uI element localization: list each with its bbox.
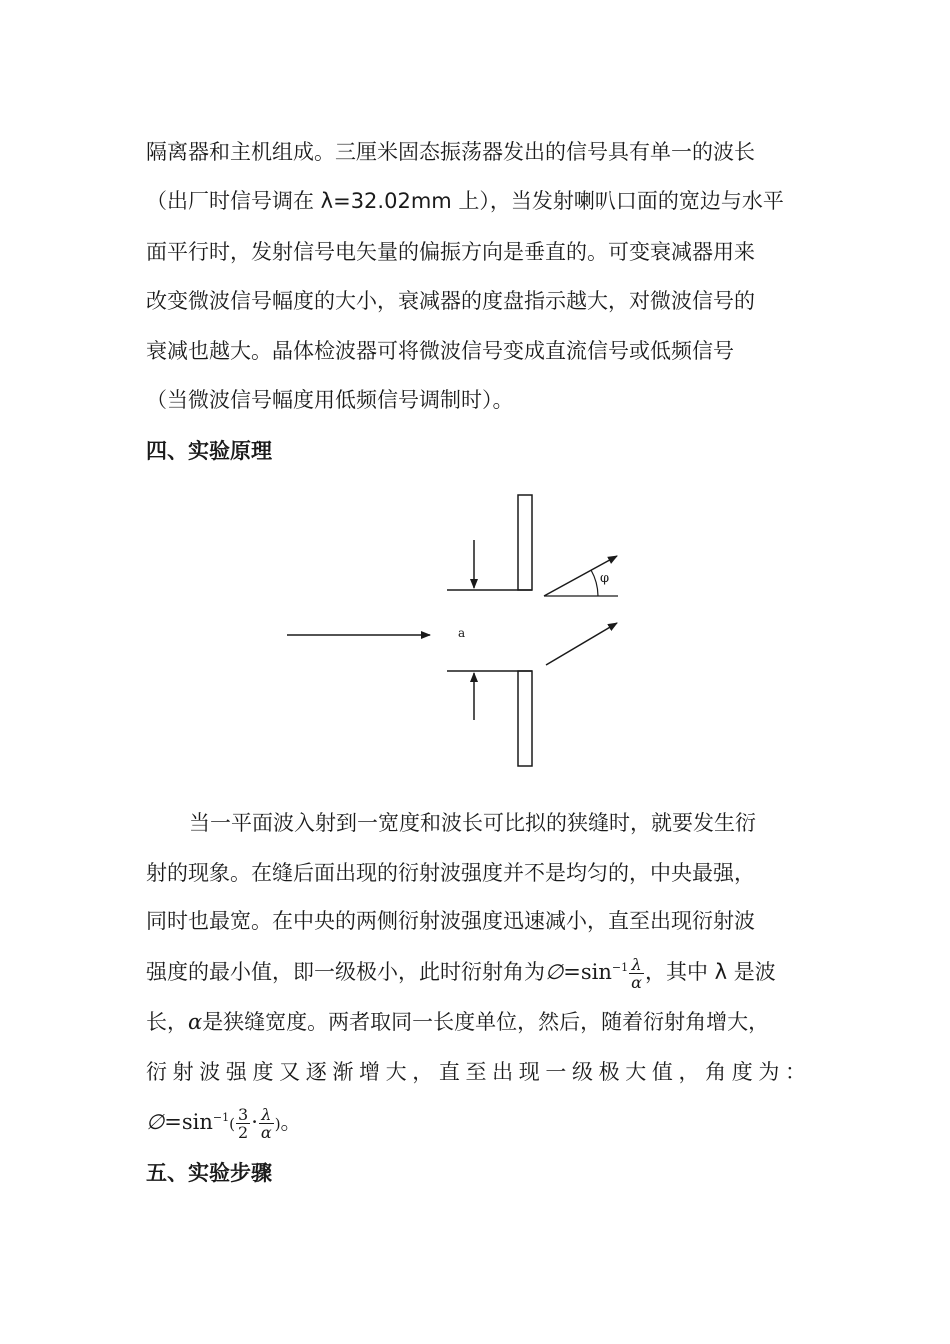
formula-max-phi: ∅ [146, 1110, 165, 1134]
intro-line-2: （出厂时信号调在 λ=32.02mm 上），当发射喇叭口面的宽边与水平 [146, 189, 784, 213]
section-heading-steps: 五、实验步骤 [146, 1161, 272, 1185]
formula-sin: =sin [563, 960, 612, 984]
principle-line-3: 同时也最宽。在中央的两侧衍射波强度迅速减小，直至出现衍射波 [146, 909, 755, 933]
formula-phi: ∅ [545, 960, 564, 984]
formula-fraction [629, 956, 644, 991]
section-heading-principle: 四、实验原理 [146, 439, 272, 463]
diffracted-ray-lower [546, 623, 617, 665]
fraction-alpha: α [631, 973, 642, 992]
upper-slit-plate [518, 495, 532, 590]
principle-line-1: 当一平面波入射到一宽度和波长可比拟的狭缝时，就要发生衍 [189, 811, 756, 835]
lower-slit-plate [518, 671, 532, 766]
intro-line-3: 面平行时，发射信号电矢量的偏振方向是垂直的。可变衰减器用来 [146, 240, 755, 264]
intro-line-1: 隔离器和主机组成。三厘米固态振荡器发出的信号具有单一的波长 [146, 140, 755, 164]
principle-line-4-tail: ，其中 λ 是波 [644, 960, 776, 984]
formula-max-sin: =sin [164, 1110, 213, 1134]
principle-line-6: 衍射波强度又逐渐增大，直至出现一级极大值，角度为： [146, 1060, 806, 1084]
formula-max [146, 1105, 281, 1142]
formula-rparen: ) [274, 1115, 281, 1133]
principle-line-7 [146, 1106, 302, 1141]
formula-exponent: −1 [611, 961, 629, 974]
slit-diffraction-diagram [282, 490, 632, 775]
principle-line-5-rest: 是狭缝宽度。两者取同一长度单位，然后，随着衍射角增大， [202, 1010, 770, 1034]
principle-line-4-text: 强度的最小值，即一级极小，此时衍射角为 [146, 960, 545, 984]
fraction-lambda: λ [629, 956, 644, 974]
formula-dot: · [251, 1110, 258, 1134]
alpha-symbol: α [188, 1010, 203, 1034]
intro-line-4: 改变微波信号幅度的大小，衰减器的度盘指示越大，对微波信号的 [146, 289, 755, 313]
angle-arc [591, 570, 598, 596]
slit-width-label: a [458, 626, 466, 640]
formula-three-halves [236, 1106, 250, 1141]
intro-line-5: 衰减也越大。晶体检波器可将微波信号变成直流信号或低频信号 [146, 339, 734, 363]
principle-line-4 [146, 956, 776, 991]
principle-line-2: 射的现象。在缝后面出现的衍射波强度并不是均匀的，中央最强， [146, 861, 755, 885]
formula-max-exponent: −1 [212, 1111, 230, 1124]
formula-min [545, 955, 645, 992]
principle-line-5 [146, 1007, 769, 1037]
fraction-two: 2 [238, 1123, 249, 1142]
fraction-three: 3 [238, 1105, 249, 1124]
fraction-max-lambda: λ [259, 1106, 274, 1124]
angle-phi-label: φ [600, 571, 610, 586]
fraction-max-alpha: α [260, 1123, 272, 1142]
formula-lparen: ( [229, 1115, 235, 1133]
intro-line-6: （当微波信号幅度用低频信号调制时）。 [146, 388, 514, 412]
formula-max-fraction [259, 1106, 274, 1141]
principle-line-7-tail: 。 [280, 1110, 302, 1134]
principle-line-5-pre: 长， [146, 1010, 188, 1034]
